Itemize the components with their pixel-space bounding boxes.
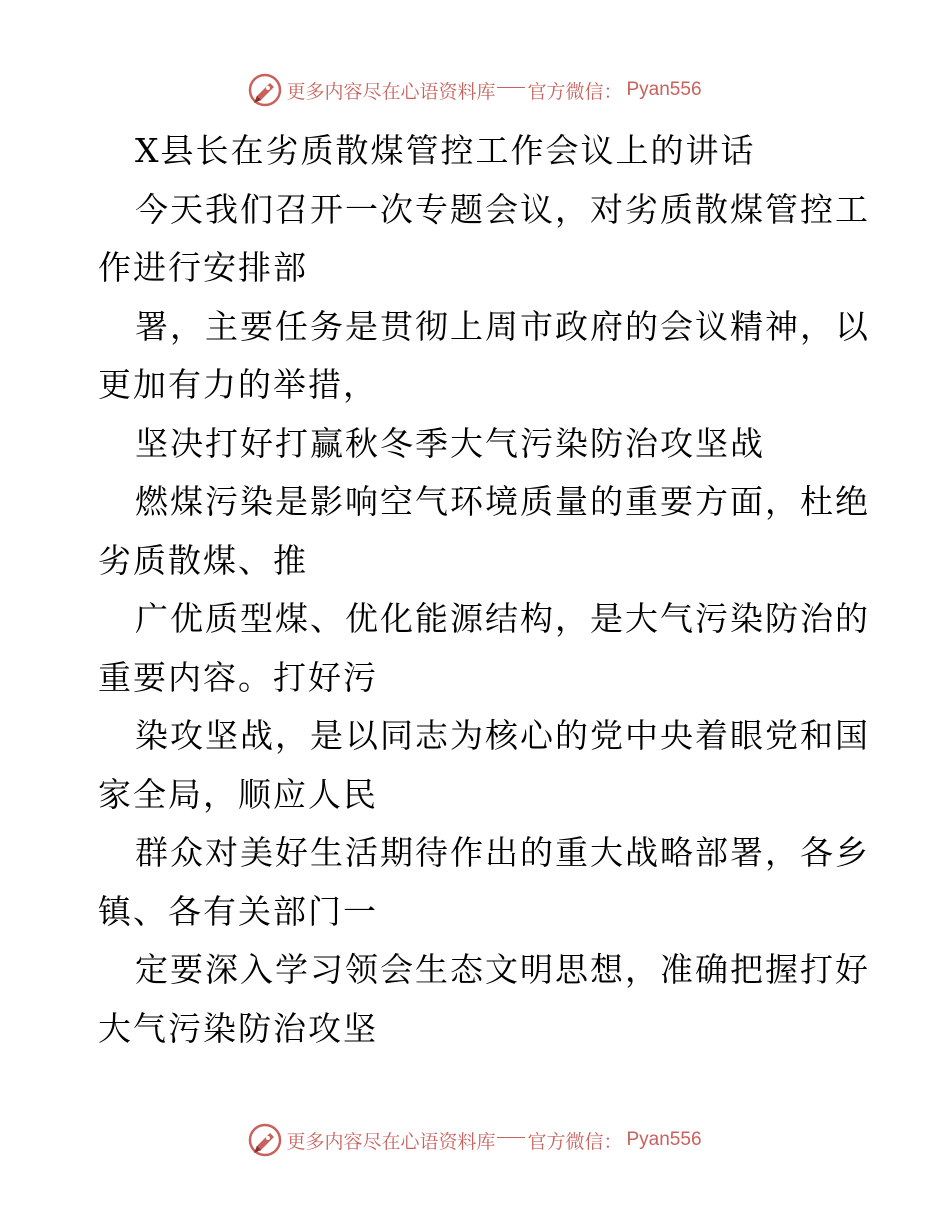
watermark-dash bbox=[497, 87, 525, 88]
text-line: 染攻坚战，是以同志为核心的党中央着眼党和国 bbox=[135, 716, 870, 755]
text-line: 家全局，顺应人民 bbox=[98, 774, 378, 814]
watermark-footer bbox=[0, 1120, 950, 1160]
text-line: 定要深入学习领会生态文明思想，准确把握打好 bbox=[135, 950, 870, 989]
watermark-dash bbox=[497, 1137, 525, 1138]
watermark-header bbox=[0, 70, 950, 110]
document-title: X县长在劣质散煤管控工作会议上的讲话 bbox=[135, 131, 756, 170]
text-line: 燃煤污染是影响空气环境质量的重要方面，杜绝 bbox=[135, 482, 870, 521]
text-line: 今天我们召开一次专题会议，对劣质散煤管控工 bbox=[135, 189, 870, 229]
text-line: 镇、各有关部门一 bbox=[98, 891, 378, 931]
text-line: 群众对美好生活期待作出的重大战略部署，各乡 bbox=[135, 833, 870, 872]
text-line: 劣质散煤、推 bbox=[98, 540, 308, 580]
document-body bbox=[98, 122, 870, 1058]
text-line: 重要内容。打好污 bbox=[98, 657, 378, 697]
watermark-wechat-label: 官方微信： bbox=[527, 80, 623, 103]
watermark-title: 更多内容尽在心语资料库 bbox=[286, 80, 496, 103]
text-line: 作进行安排部 bbox=[98, 248, 308, 287]
text-line: 更加有力的举措， bbox=[98, 365, 378, 404]
pen-logo-icon bbox=[248, 73, 282, 107]
text-line: 坚决打好打赢秋冬季大气污染防治攻坚战 bbox=[135, 423, 765, 463]
watermark-wechat-label: 官方微信： bbox=[527, 1130, 623, 1153]
text-line: 署，主要任务是贯彻上周市政府的会议精神，以 bbox=[135, 306, 870, 346]
pen-logo-icon bbox=[248, 1123, 282, 1157]
watermark-wechat-id: Pyan556 bbox=[626, 1129, 702, 1150]
text-line: 大气污染防治攻坚 bbox=[98, 1008, 378, 1048]
watermark-title: 更多内容尽在心语资料库 bbox=[286, 1130, 496, 1153]
text-line: 广优质型煤、优化能源结构，是大气污染防治的 bbox=[135, 599, 870, 638]
watermark-wechat-id: Pyan556 bbox=[626, 79, 702, 100]
